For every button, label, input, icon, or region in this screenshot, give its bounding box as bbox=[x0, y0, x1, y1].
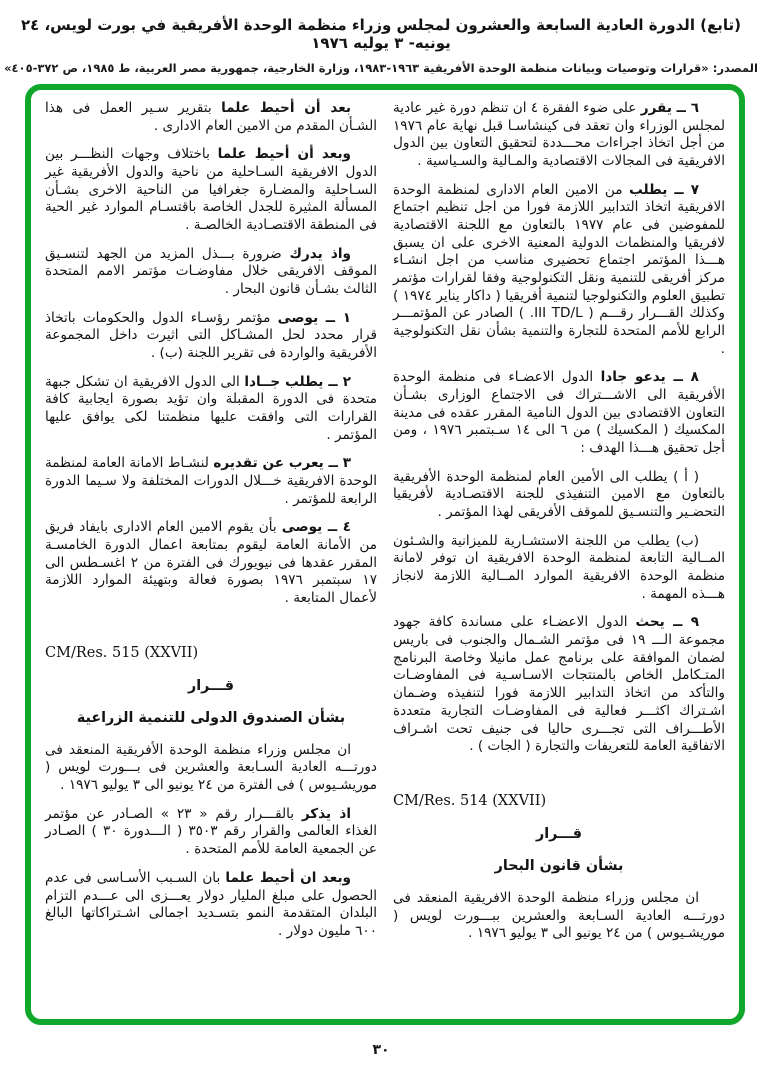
clause-text: بان السـبب الأسـاسى فى عدم الحصول على مبلغ المليار دولار يعـــزى الى عـــدم التزام البلدان المتقدمة النمو بتسـديد اجمالى اشـتراكاتها البالغ ٦٠٠ مليون دولار . bbox=[45, 869, 377, 939]
clause-text: ضرورة بـــذل المزيد من الجهد لتنسـيق الموقف الافريقى خلال مفاوضـات مؤتمر الامم المتحدة الثالث بشـأن قانون البحار . bbox=[45, 245, 377, 298]
page-number: ٣٠ bbox=[372, 1042, 390, 1058]
clause-lead: اذ يذكر bbox=[301, 805, 351, 822]
clause-lead: وبعد أن أحيط علما bbox=[217, 146, 352, 163]
resolution-clause bbox=[45, 374, 377, 445]
resolution-clause bbox=[393, 614, 725, 755]
clause-text: باختلاف وجهات النظـــر بين الدول الافريقية السـاحلية من ناحية والدول الأفريقية غير السـاحلية والمضـارة جغرافيا من الناحية الاخرى بشـأن المسألة المثيرة للجدل الخاصة باقتسـام الموارد غير الحية فى المنطقة الاقتصـادية الخالصـة . bbox=[45, 146, 377, 234]
clause-text: لنشـاط الامانة العامة لمنظمة الوحدة الافريقية خـــلال الدورات المختلفة ولا سـيما الدورة الرابعة للمؤتمر . bbox=[45, 455, 377, 507]
resolution-clause bbox=[45, 870, 377, 941]
resolution-clause bbox=[45, 519, 377, 607]
session-title: (تابع) الدورة العادية السابعة والعشرون لمجلس وزراء منظمة الوحدة الأفريقية في بورت لويس، ٢٤ يونيه- ٣ يوليه ١٩٧٦ bbox=[20, 16, 742, 52]
clause-text: الدول الاعضـاء فى منظمة الوحدة الأفريقية الى الاشـــتراك فى الاجتماع الوزارى بشـأن التعاون الاقتصادى بين الدول النامية المقرر عقده فى مدينة المكسيك ( المكسيك ) من ٦ الى ١٤ سـبتمبر ١٩٧٦ ، ومن أجل تحقيق هـــذا الهدف : bbox=[393, 369, 725, 457]
resolution-subclause bbox=[393, 469, 725, 522]
clause-lead: وبعد ان أحيط علما bbox=[225, 869, 352, 886]
clause-text: الدول الاعضـاء على مساندة كافة جهود مجموعة الـــ ١٩ فى مؤتمر الشـمال والجنوب فى باريس لضمان الموافقة على برنامج عمل مانيلا وخاصة البرنامج المتـكامل الخاص بالمنتجات الاسـاسـية فى المفاوضـات والتأكد من اتخاذ التدابير اللازمة فورا لتنفيذه وضـمان اشـتراك اكثـــر فعالية فى المفاوضـات التجارية متعددة الأطـــراف التى تجـــرى حاليا فى جنيف تحت اشـراف الاتفاقية العامة للتعريفات والتجارة ( الجات ) . bbox=[393, 614, 725, 755]
resolution-clause bbox=[45, 100, 377, 135]
clause-lead: ٩ ــ يحث bbox=[635, 614, 699, 631]
clause-text: بأن يقوم الامين العام الادارى بايفاد فريق من الأمانة العامة ليقوم بمتابعة اعمال الدورة الخامسـة المقرر عقدها فى نيويورك فى الفترة من ٢ اغسـطس الى ١٧ سبتمبر ١٩٧٦ بصورة فعالة وبتهيئة الموارد اللازمة لأعمال المتابعة . bbox=[45, 519, 377, 607]
resolution-subject: بشأن الصندوق الدولى للتنمية الزراعية bbox=[76, 710, 346, 727]
source-citation: المصدر: «قرارات وتوصيات وبيانات منظمة الوحدة الأفريقية ١٩٦٣-١٩٨٣، وزارة الخارجية، جمهورية مصر العربية، ط ١٩٨٥، ص ٣٧٢-٤٠٥» bbox=[4, 61, 758, 75]
clause-lead: ٢ ــ يطلب جــادا bbox=[244, 373, 351, 390]
resolution-clause bbox=[393, 100, 725, 171]
clause-lead: ٣ ــ يعرب عن تقديره bbox=[213, 455, 351, 472]
clause-text: ان مجلس وزراء منظمة الوحدة الافريقية المنعقد فى دورتـــه العادية السـابعة والعشرين ببـــورت لويس ( موريشـيوس ) من ٢٤ يونيو الى ٣ يوليو ١٩٧٦ . bbox=[393, 889, 725, 942]
clause-text: من الامين العام الادارى لمنظمة الوحدة الافريقية اتخاذ التدابير اللازمة فورا من اجل تنظيم اجتماع للمفوضين فى عام ١٩٧٧ بالتعاون مع اللجنة الاقتصادية لافريقيا والمنظمات الدولية المعنية الاخرى على ان يسبق هـــذا المؤتمر اجتماع تحضيرى مناسب من اجل انشـاء مركز أفريقى للتنمية ونقل التكنولوجية وفقا لقرارات مؤتمر تطبيق العلوم والتكنولوجيا لتنمية أفريقيا ( داكار يناير ١٩٧٤ ) وكذلك القـــرار رقـــم ( III TD/L. ) الصادر عن المؤتمـــر الرابع للأمم المتحدة للتجارة والتنمية بشأن نقل التكنولوجية . bbox=[393, 181, 726, 357]
clause-text: الى الدول الافريقية ان تشكل جبهة متحدة فى الدورة المقبلة وان تؤيد بصورة ايجابية كافة القرارات التى وافقت عليها منظمتنا لكى يوافق عليها المؤتمر . bbox=[45, 373, 377, 443]
clause-lead: ٤ ــ يوصى bbox=[281, 519, 351, 536]
resolution-title: قـــرار bbox=[187, 677, 235, 694]
clause-lead: ٦ ــ يقرر bbox=[640, 100, 700, 116]
resolution-reference: CM/Res. 515 (XXVII) bbox=[45, 644, 199, 661]
resolution-subject: بشأن قانون البحار bbox=[494, 858, 624, 875]
right-column bbox=[393, 100, 725, 1013]
clause-lead: ٧ ــ يطلب bbox=[629, 181, 700, 198]
resolution-subclause bbox=[393, 533, 725, 604]
clause-text: بتقرير سـير العمل فى هذا الشـأن المقدم من الامين العام الادارى . bbox=[45, 100, 377, 134]
resolution-clause bbox=[393, 182, 725, 359]
clause-lead: بعد أن أحيط علما bbox=[221, 100, 351, 116]
clause-lead: ١ ــ يوصى bbox=[277, 309, 351, 326]
resolution-clause bbox=[393, 369, 725, 457]
clause-lead: (ب) bbox=[675, 532, 699, 549]
clause-text: مؤتمر رؤسـاء الدول والحكومات باتخاذ قرار محدد لحل المشـاكل التى اثيرت داخل المجموعة الأفريقية والواردة فى تقرير اللجنة (ب) . bbox=[45, 309, 377, 362]
clause-lead: ( أ ) bbox=[673, 468, 699, 485]
clause-text: على ضوء الفقرة ٤ ان تنظم دورة غير عادية لمجلس الوزراء وان تعقد فى كينشاسـا قبل نهاية عام ١٩٧٦ من أجل اتخاذ اجراءات محـــددة لتحقيق التعاون بين الدول الافريقية فى المجالات الاقتصادية والمـالية والسـياسية . bbox=[393, 100, 725, 170]
clause-text: يطلب الى الأمين العام لمنظمة الوحدة الأفريقية بالتعاون مع الامين التنفيذى للجنة الاقتصـادية لأفريقيا التحضـير والتنسـيق للموقف الأفريقى لهذا المؤتمر . bbox=[393, 468, 725, 521]
resolution-opening bbox=[393, 890, 725, 943]
resolution-title: قـــرار bbox=[535, 825, 583, 842]
clause-text: ان مجلس وزراء منظمة الوحدة الأفريقية المنعقد فى دورتـــه العادية السـابعة والعشرين فى بـــورت لويس ( موريشـيوس ) فى الفترة من ٢٤ يونيو الى ٣ يوليو ١٩٧٦ . bbox=[45, 741, 377, 794]
page-header bbox=[0, 0, 762, 75]
left-column bbox=[45, 100, 377, 1013]
resolution-clause bbox=[45, 455, 377, 508]
clause-text: بالقـــرار رقم « ٢٣ » الصـادر عن مؤتمر الغذاء العالمى والقرار رقم ٣٥٠٣ ( الـــدورة ٣٠ ) الصـادر عن الجمعية العامة للأمم المتحدة . bbox=[45, 805, 377, 858]
resolution-reference: CM/Res. 514 (XXVII) bbox=[393, 792, 547, 809]
clause-text: يطلب من اللجنة الاستشـارية للميزانية والشـئون المــالية التابعة لمنظمة الوحدة الافريقية ان توفر لامانة منظمة الوحدة الافريقية الموارد المــالية اللازمة لانجاز هـــذه المهمة . bbox=[393, 532, 725, 602]
clause-lead: واذ يدرك bbox=[289, 245, 352, 262]
resolution-clause bbox=[45, 310, 377, 363]
resolution-clause bbox=[45, 146, 377, 234]
resolution-clause bbox=[45, 246, 377, 299]
two-column-layout bbox=[45, 100, 725, 1013]
resolution-opening bbox=[45, 742, 377, 795]
clause-lead: ٨ ــ يدعو جادا bbox=[600, 369, 699, 386]
resolution-clause bbox=[45, 806, 377, 859]
document-frame bbox=[25, 84, 745, 1025]
